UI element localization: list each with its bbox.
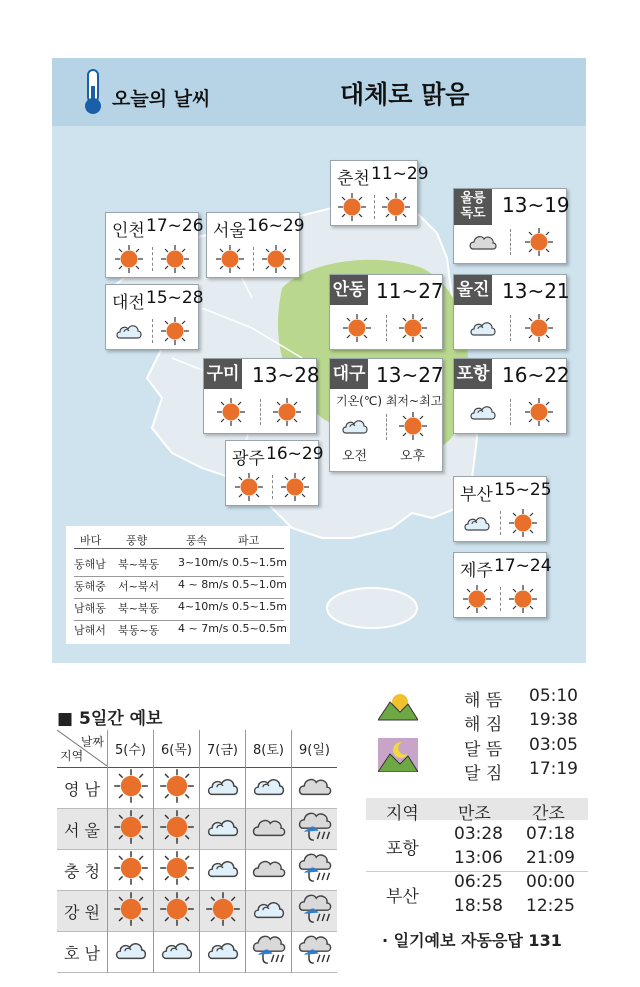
region-label: 호 남 bbox=[64, 943, 100, 963]
city-card-uljin bbox=[453, 274, 570, 350]
sunset-time: 19:38 bbox=[529, 710, 578, 730]
city-label: 인천 bbox=[112, 221, 145, 241]
tide-low: 07:18 bbox=[526, 824, 575, 844]
sun-icon bbox=[398, 313, 428, 343]
legend-temp: 기온(℃) 최저~최고 bbox=[336, 394, 443, 408]
day-header: 9(일) bbox=[292, 730, 338, 768]
city-card-jeju bbox=[453, 552, 552, 618]
moonset-label: 달 짐 bbox=[464, 764, 503, 784]
sun-icon bbox=[215, 244, 245, 274]
tide-region: 부산 bbox=[386, 887, 419, 907]
tide-low: 00:00 bbox=[526, 872, 575, 892]
sun-icon bbox=[109, 809, 153, 845]
sun-icon bbox=[160, 244, 190, 274]
sea-conditions-table bbox=[66, 526, 290, 644]
sun-icon bbox=[114, 244, 144, 274]
temp-range: 16~29 bbox=[247, 216, 305, 236]
sea-header: 바다 풍향 풍속 파고 bbox=[74, 532, 284, 549]
cloud-icon bbox=[201, 850, 245, 886]
sun-icon bbox=[524, 227, 554, 257]
city-label: 부산 bbox=[460, 485, 493, 505]
region-label: 영 남 bbox=[64, 779, 100, 799]
sea-row: 동해남 북~북동 3~10m/s 0.5~1.5m bbox=[74, 556, 284, 577]
sunrise-icon bbox=[378, 688, 418, 722]
tide-header: 간조 bbox=[532, 804, 565, 824]
temp-range: 11~29 bbox=[371, 164, 429, 184]
sun-icon bbox=[462, 584, 492, 614]
corner-cell: 날짜 지역 bbox=[57, 730, 108, 768]
temp-range: 17~24 bbox=[494, 556, 552, 576]
sun-icon bbox=[155, 809, 199, 845]
day-header: 5(수) bbox=[108, 730, 154, 768]
city-card-gwangju bbox=[225, 440, 324, 506]
sun-icon bbox=[234, 472, 264, 502]
city-tag: 울릉 독도 bbox=[454, 189, 492, 225]
moonrise-time: 03:05 bbox=[529, 735, 578, 755]
city-card-daegu bbox=[329, 358, 443, 472]
city-tag: 대구 bbox=[330, 359, 368, 389]
rain-icon bbox=[293, 850, 337, 886]
sea-row: 남해서 북동~동 4 ~ 7m/s 0.5~0.5m bbox=[74, 622, 287, 637]
tide-region: 포항 bbox=[386, 839, 419, 859]
city-tag: 울진 bbox=[454, 275, 492, 305]
region-label: 서 울 bbox=[57, 809, 108, 850]
cloud-icon bbox=[247, 809, 291, 845]
day-header: 6(목) bbox=[154, 730, 200, 768]
cloud-icon bbox=[247, 850, 291, 886]
region-label: 충 청 bbox=[64, 861, 100, 881]
rain-icon bbox=[293, 809, 337, 845]
sunrise-time: 05:10 bbox=[529, 686, 578, 706]
tide-high: 03:28 bbox=[454, 824, 503, 844]
temp-range: 13~27 bbox=[376, 363, 444, 387]
sea-row: 동해중 서~북서 4 ~ 8m/s 0.5~1.0m bbox=[74, 578, 284, 599]
city-tag: 포항 bbox=[454, 359, 492, 389]
sun-icon bbox=[109, 768, 153, 804]
sun-icon bbox=[155, 891, 199, 927]
tide-low: 21:09 bbox=[526, 848, 575, 868]
city-card-seoul bbox=[206, 212, 305, 278]
cloud-icon bbox=[109, 932, 153, 968]
cloud-icon bbox=[201, 809, 245, 845]
forecast-header-row bbox=[57, 730, 337, 768]
forecast-row bbox=[57, 850, 337, 891]
tide-high: 13:06 bbox=[454, 848, 503, 868]
sun-icon bbox=[337, 192, 367, 222]
sun-icon bbox=[216, 397, 246, 427]
forecast-row bbox=[57, 891, 337, 932]
city-tag: 구미 bbox=[204, 359, 242, 389]
forecast-row bbox=[57, 809, 337, 850]
cloud-icon bbox=[114, 316, 144, 346]
day-header: 8(토) bbox=[246, 730, 292, 768]
cloud-icon bbox=[462, 508, 492, 538]
sun-icon bbox=[109, 850, 153, 886]
temp-range: 15~25 bbox=[494, 480, 552, 500]
forecast-row bbox=[57, 768, 337, 809]
region-label: 강 원 bbox=[57, 891, 108, 932]
tide-table bbox=[366, 798, 588, 918]
city-label: 광주 bbox=[232, 449, 265, 469]
forecast-row bbox=[57, 932, 337, 973]
sun-icon bbox=[261, 244, 291, 274]
cloud-icon bbox=[293, 768, 337, 804]
cloud-icon bbox=[155, 932, 199, 968]
city-label: 제주 bbox=[460, 561, 493, 581]
rain-icon bbox=[293, 891, 337, 927]
city-card-daejeon bbox=[105, 284, 204, 350]
app-title: 오늘의 날씨 bbox=[112, 88, 211, 110]
weather-condition: 대체로 맑음 bbox=[340, 80, 470, 109]
cloud-icon bbox=[247, 768, 291, 804]
temp-range: 13~21 bbox=[502, 279, 570, 303]
sun-icon bbox=[398, 411, 428, 441]
footer-note: · 일기예보 자동응답 131 bbox=[382, 931, 562, 950]
legend-am: 오전 bbox=[342, 449, 368, 464]
tide-high: 06:25 bbox=[454, 872, 503, 892]
city-label: 서울 bbox=[213, 221, 246, 241]
temp-range: 11~27 bbox=[376, 279, 444, 303]
legend-pm: 오후 bbox=[400, 449, 426, 464]
sun-icon bbox=[508, 508, 538, 538]
sun-icon bbox=[160, 316, 190, 346]
sun-icon bbox=[272, 397, 302, 427]
cloud-icon bbox=[468, 313, 498, 343]
city-card-ulleung bbox=[453, 188, 570, 264]
temp-range: 13~28 bbox=[252, 363, 320, 387]
sun-icon bbox=[381, 192, 411, 222]
sea-row: 남해동 북~북동 4~10m/s 0.5~1.5m bbox=[74, 600, 284, 621]
rain-icon bbox=[247, 932, 291, 968]
cloud-icon bbox=[247, 891, 291, 927]
temp-range: 16~29 bbox=[266, 444, 324, 464]
five-day-forecast-table bbox=[57, 730, 337, 973]
city-card-pohang bbox=[453, 358, 570, 434]
sun-icon bbox=[342, 313, 372, 343]
sun-icon bbox=[524, 397, 554, 427]
sun-icon bbox=[155, 850, 199, 886]
sunrise-label: 해 뜸 bbox=[464, 691, 503, 711]
sun-icon bbox=[508, 584, 538, 614]
sun-icon bbox=[201, 891, 245, 927]
city-tag: 안동 bbox=[330, 275, 368, 305]
forecast-title: ■ 5일간 예보 bbox=[57, 709, 163, 729]
cloud-icon bbox=[201, 932, 245, 968]
tide-header: 지역 bbox=[386, 804, 419, 824]
rain-icon bbox=[293, 932, 337, 968]
city-label: 춘천 bbox=[337, 169, 370, 189]
temp-range: 13~19 bbox=[502, 193, 570, 217]
cloud-icon bbox=[340, 411, 370, 441]
moon-icon bbox=[378, 738, 418, 772]
temp-range: 15~28 bbox=[146, 288, 204, 308]
sun-icon bbox=[280, 472, 310, 502]
sun-icon bbox=[109, 891, 153, 927]
tide-header: 만조 bbox=[458, 804, 491, 824]
tide-low: 12:25 bbox=[526, 896, 575, 916]
day-header: 7(금) bbox=[200, 730, 246, 768]
city-card-andong bbox=[329, 274, 443, 350]
city-card-incheon bbox=[105, 212, 204, 278]
city-card-busan bbox=[453, 476, 552, 542]
sunset-label: 해 짐 bbox=[464, 715, 503, 735]
city-card-gumi bbox=[203, 358, 320, 434]
temp-range: 16~22 bbox=[502, 363, 570, 387]
sun-icon bbox=[524, 313, 554, 343]
temp-range: 17~26 bbox=[146, 216, 204, 236]
cloud-icon bbox=[201, 768, 245, 804]
city-card-chuncheon bbox=[330, 160, 429, 226]
moonrise-label: 달 뜸 bbox=[464, 740, 503, 760]
moonset-time: 17:19 bbox=[529, 759, 578, 779]
city-label: 대전 bbox=[112, 293, 145, 313]
tide-high: 18:58 bbox=[454, 896, 503, 916]
sun-icon bbox=[155, 768, 199, 804]
cloud-icon bbox=[468, 397, 498, 427]
cloud-icon bbox=[468, 227, 498, 257]
